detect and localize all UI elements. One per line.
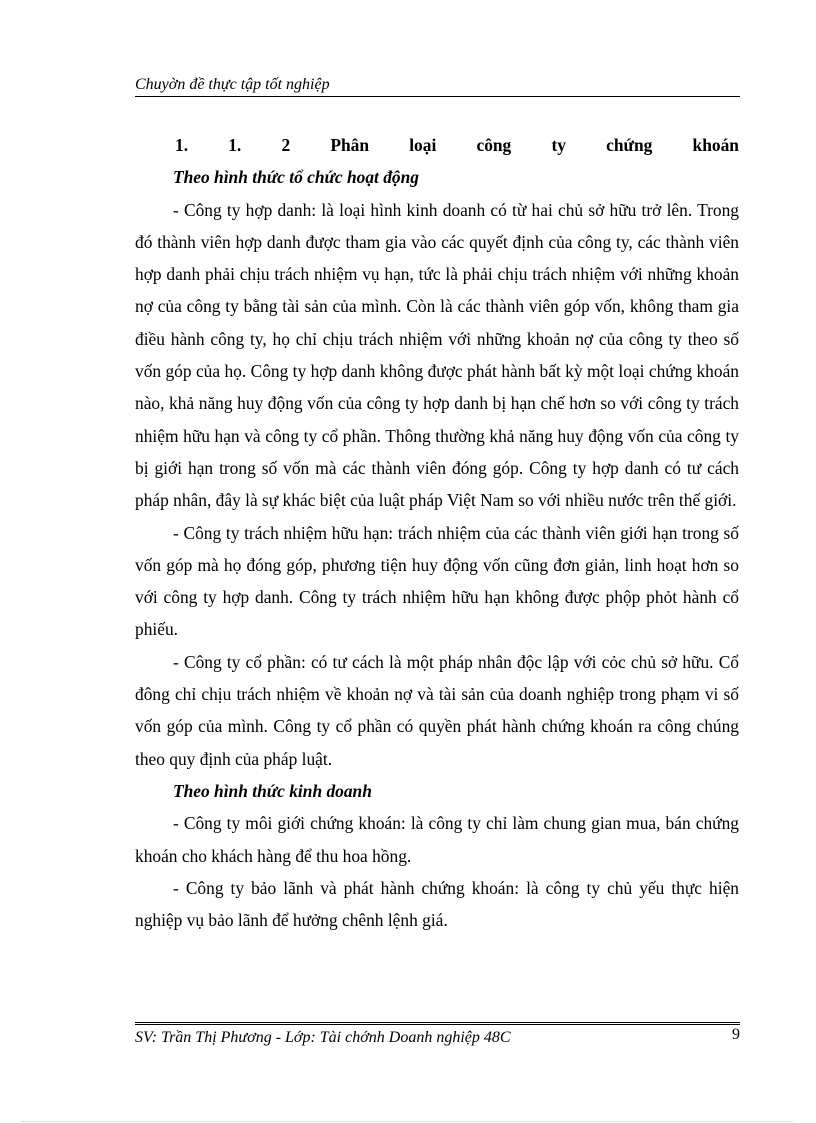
paragraph-underwriting-company: - Công ty bảo lãnh và phát hành chứng khoán: là công ty chủ yếu thực hiện nghiệp vụ bảo lãnh để hưởng chênh lệnh giá. — [135, 877, 739, 931]
page-body — [135, 129, 739, 936]
footer-author-line: SV: Trần Thị Phương - Lớp: Tài chớnh Doanh nghiệp 48C — [135, 1029, 511, 1046]
header-divider — [135, 96, 740, 97]
heading-word: Phân — [330, 135, 370, 155]
paragraph-partnership-company: - Công ty hợp danh: là loại hình kinh doanh có từ hai chủ sở hữu trở lên. Trong đó thành viên hợp danh được tham gia vào các quyết định của công ty, các thành viên hợp danh phải chịu trách nhiệm vụ hạn, tức là phải chịu trách nhiệm với những khoản nợ của công ty bằng tài sản của mình. Còn là các thành viên góp vốn, không tham gia điều hành công ty, họ chỉ chịu trách nhiệm với những khoản nợ của công ty theo số vốn góp của họ. Công ty hợp danh không được phát hành bất kỳ một loại chứng khoán nào, khả năng huy động vốn của công ty hợp danh bị hạn chế hơn so với công ty trách nhiệm hữu hạn và công ty cổ phần. Thông thường khả năng huy động vốn của công ty bị giới hạn trong số vốn mà các thành viên đóng góp. Công ty hợp danh có tư cách pháp nhân, đây là sự khác biệt của luật pháp Việt Nam so với nhiều nước trên thế giới. — [135, 199, 739, 511]
page-bottom-border — [22, 1121, 794, 1122]
heading-word: 1. — [228, 135, 242, 155]
heading-word: 2 — [281, 135, 291, 155]
heading-word: ty — [551, 135, 566, 155]
heading-word: khoán — [692, 135, 739, 155]
heading-word: chứng — [606, 135, 653, 155]
page-header-title: Chuyờn đề thực tập tốt nghiệp — [135, 76, 330, 93]
paragraph-joint-stock-company: - Công ty cổ phần: có tư cách là một pháp nhân độc lập với cỏc chủ sở hữu. Cổ đông chỉ chịu trách nhiệm về khoản nợ và tài sản của doanh nghiệp trong phạm vi số vốn góp của mình. Công ty cổ phần có quyền phát hành chứng khoán ra công chúng theo quy định của pháp luật. — [135, 651, 739, 769]
subheading-business-form: Theo hình thức kinh doanh — [173, 780, 372, 801]
paragraph-brokerage-company: - Công ty môi giới chứng khoán: là công ty chỉ làm chung gian mua, bán chứng khoán cho khách hàng để thu hoa hồng. — [135, 813, 739, 866]
heading-word: 1. — [175, 135, 189, 155]
page-number: 9 — [732, 1026, 740, 1043]
subheading-organization-form: Theo hình thức tổ chức hoạt động — [173, 167, 419, 188]
paragraph-limited-liability-company: - Công ty trách nhiệm hữu hạn: trách nhiệm của các thành viên giới hạn trong số vốn góp mà họ đóng góp, phương tiện huy động vốn cũng đơn giản, linh hoạt hơn so với công ty hợp danh. Công ty trách nhiệm hữu hạn không được phộp phỏt hành cổ phiếu. — [135, 522, 739, 640]
footer-divider — [135, 1022, 740, 1025]
heading-word: loại — [409, 135, 437, 155]
section-heading — [135, 129, 739, 161]
heading-word: công — [476, 135, 512, 155]
page-footer — [135, 1027, 740, 1049]
